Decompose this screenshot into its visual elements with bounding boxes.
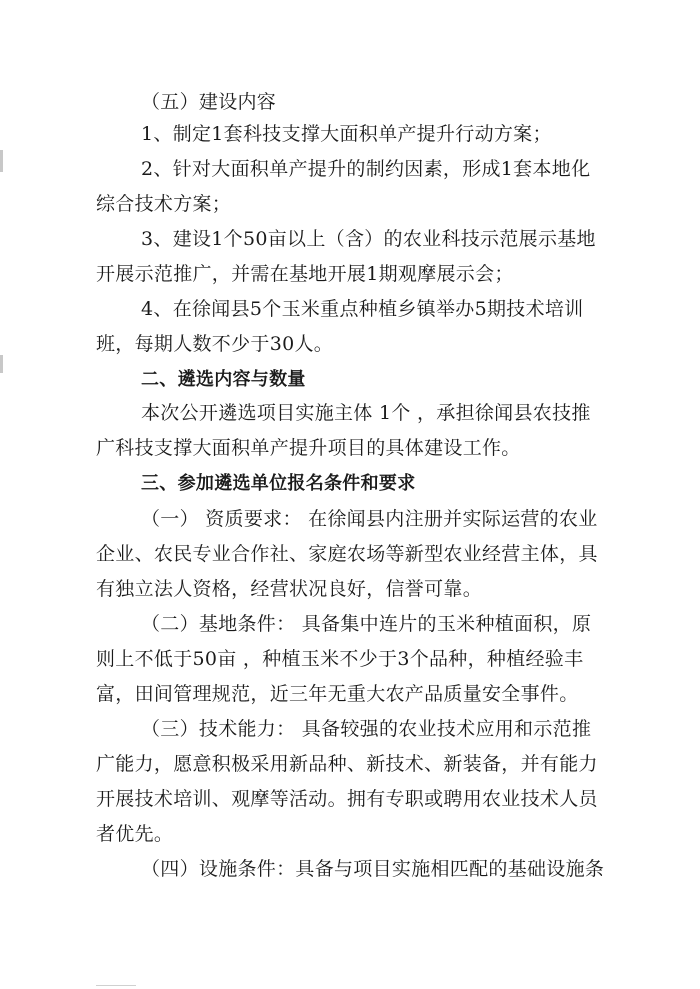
paragraph-line: （二）基地条件： 具备集中连片的玉米种植面积，原 bbox=[141, 613, 592, 635]
paragraph-line: 1、制定1套科技支撑大面积单产提升行动方案； bbox=[141, 123, 552, 145]
paragraph-line: 者优先。 bbox=[96, 823, 174, 845]
paragraph-line: 有独立法人资格，经营状况良好，信誉可靠。 bbox=[96, 578, 483, 600]
paragraph-line: （四）设施条件：具备与项目实施相匹配的基础设施条 bbox=[141, 858, 605, 880]
paragraph-line: 2、针对大面积单产提升的制约因素，形成1套本地化 bbox=[141, 158, 591, 180]
paragraph-line: 企业、农民专业合作社、家庭农场等新型农业经营主体，具 bbox=[96, 543, 598, 565]
paragraph-line: 则上不低于50亩 ，种植玉米不少于3个品种，种植经验丰 bbox=[96, 648, 584, 670]
section-heading-selection: 二、遴选内容与数量 bbox=[141, 369, 306, 390]
paragraph-line: 广能力，愿意积极采用新品种、新技术、新装备，并有能力 bbox=[96, 753, 598, 775]
paragraph-line: （一） 资质要求： 在徐闻县内注册并实际运营的农业 bbox=[141, 508, 598, 530]
paragraph-line: 3、建设1个50亩以上（含）的农业科技示范展示基地 bbox=[141, 228, 596, 250]
paragraph-line: 综合技术方案； bbox=[96, 193, 232, 215]
paragraph-line: 广科技支撑大面积单产提升项目的具体建设工作。 bbox=[96, 437, 521, 459]
paragraph-line: 开展技术培训、观摩等活动。拥有专职或聘用农业技术人员 bbox=[96, 788, 598, 810]
paragraph-line: （三）技术能力： 具备较强的农业技术应用和示范推 bbox=[141, 718, 592, 740]
paragraph-line: 富，田间管理规范，近三年无重大农产品质量安全事件。 bbox=[96, 683, 579, 705]
paragraph-line: 开展示范推广，并需在基地开展1期观摩展示会； bbox=[96, 263, 514, 285]
paragraph-line: 4、在徐闻县5个玉米重点种植乡镇举办5期技术培训 bbox=[141, 298, 584, 320]
paragraph-line: 本次公开遴选项目实施主体 1个 ，承担徐闻县农技推 bbox=[141, 402, 591, 424]
binding-mark bbox=[0, 150, 3, 172]
section-heading-requirements: 三、参加遴选单位报名条件和要求 bbox=[141, 473, 416, 494]
binding-mark bbox=[0, 355, 3, 373]
paragraph-line: 班，每期人数不少于30人。 bbox=[96, 333, 334, 355]
section-heading-construction: （五）建设内容 bbox=[141, 91, 277, 113]
footer-rule bbox=[96, 985, 136, 986]
